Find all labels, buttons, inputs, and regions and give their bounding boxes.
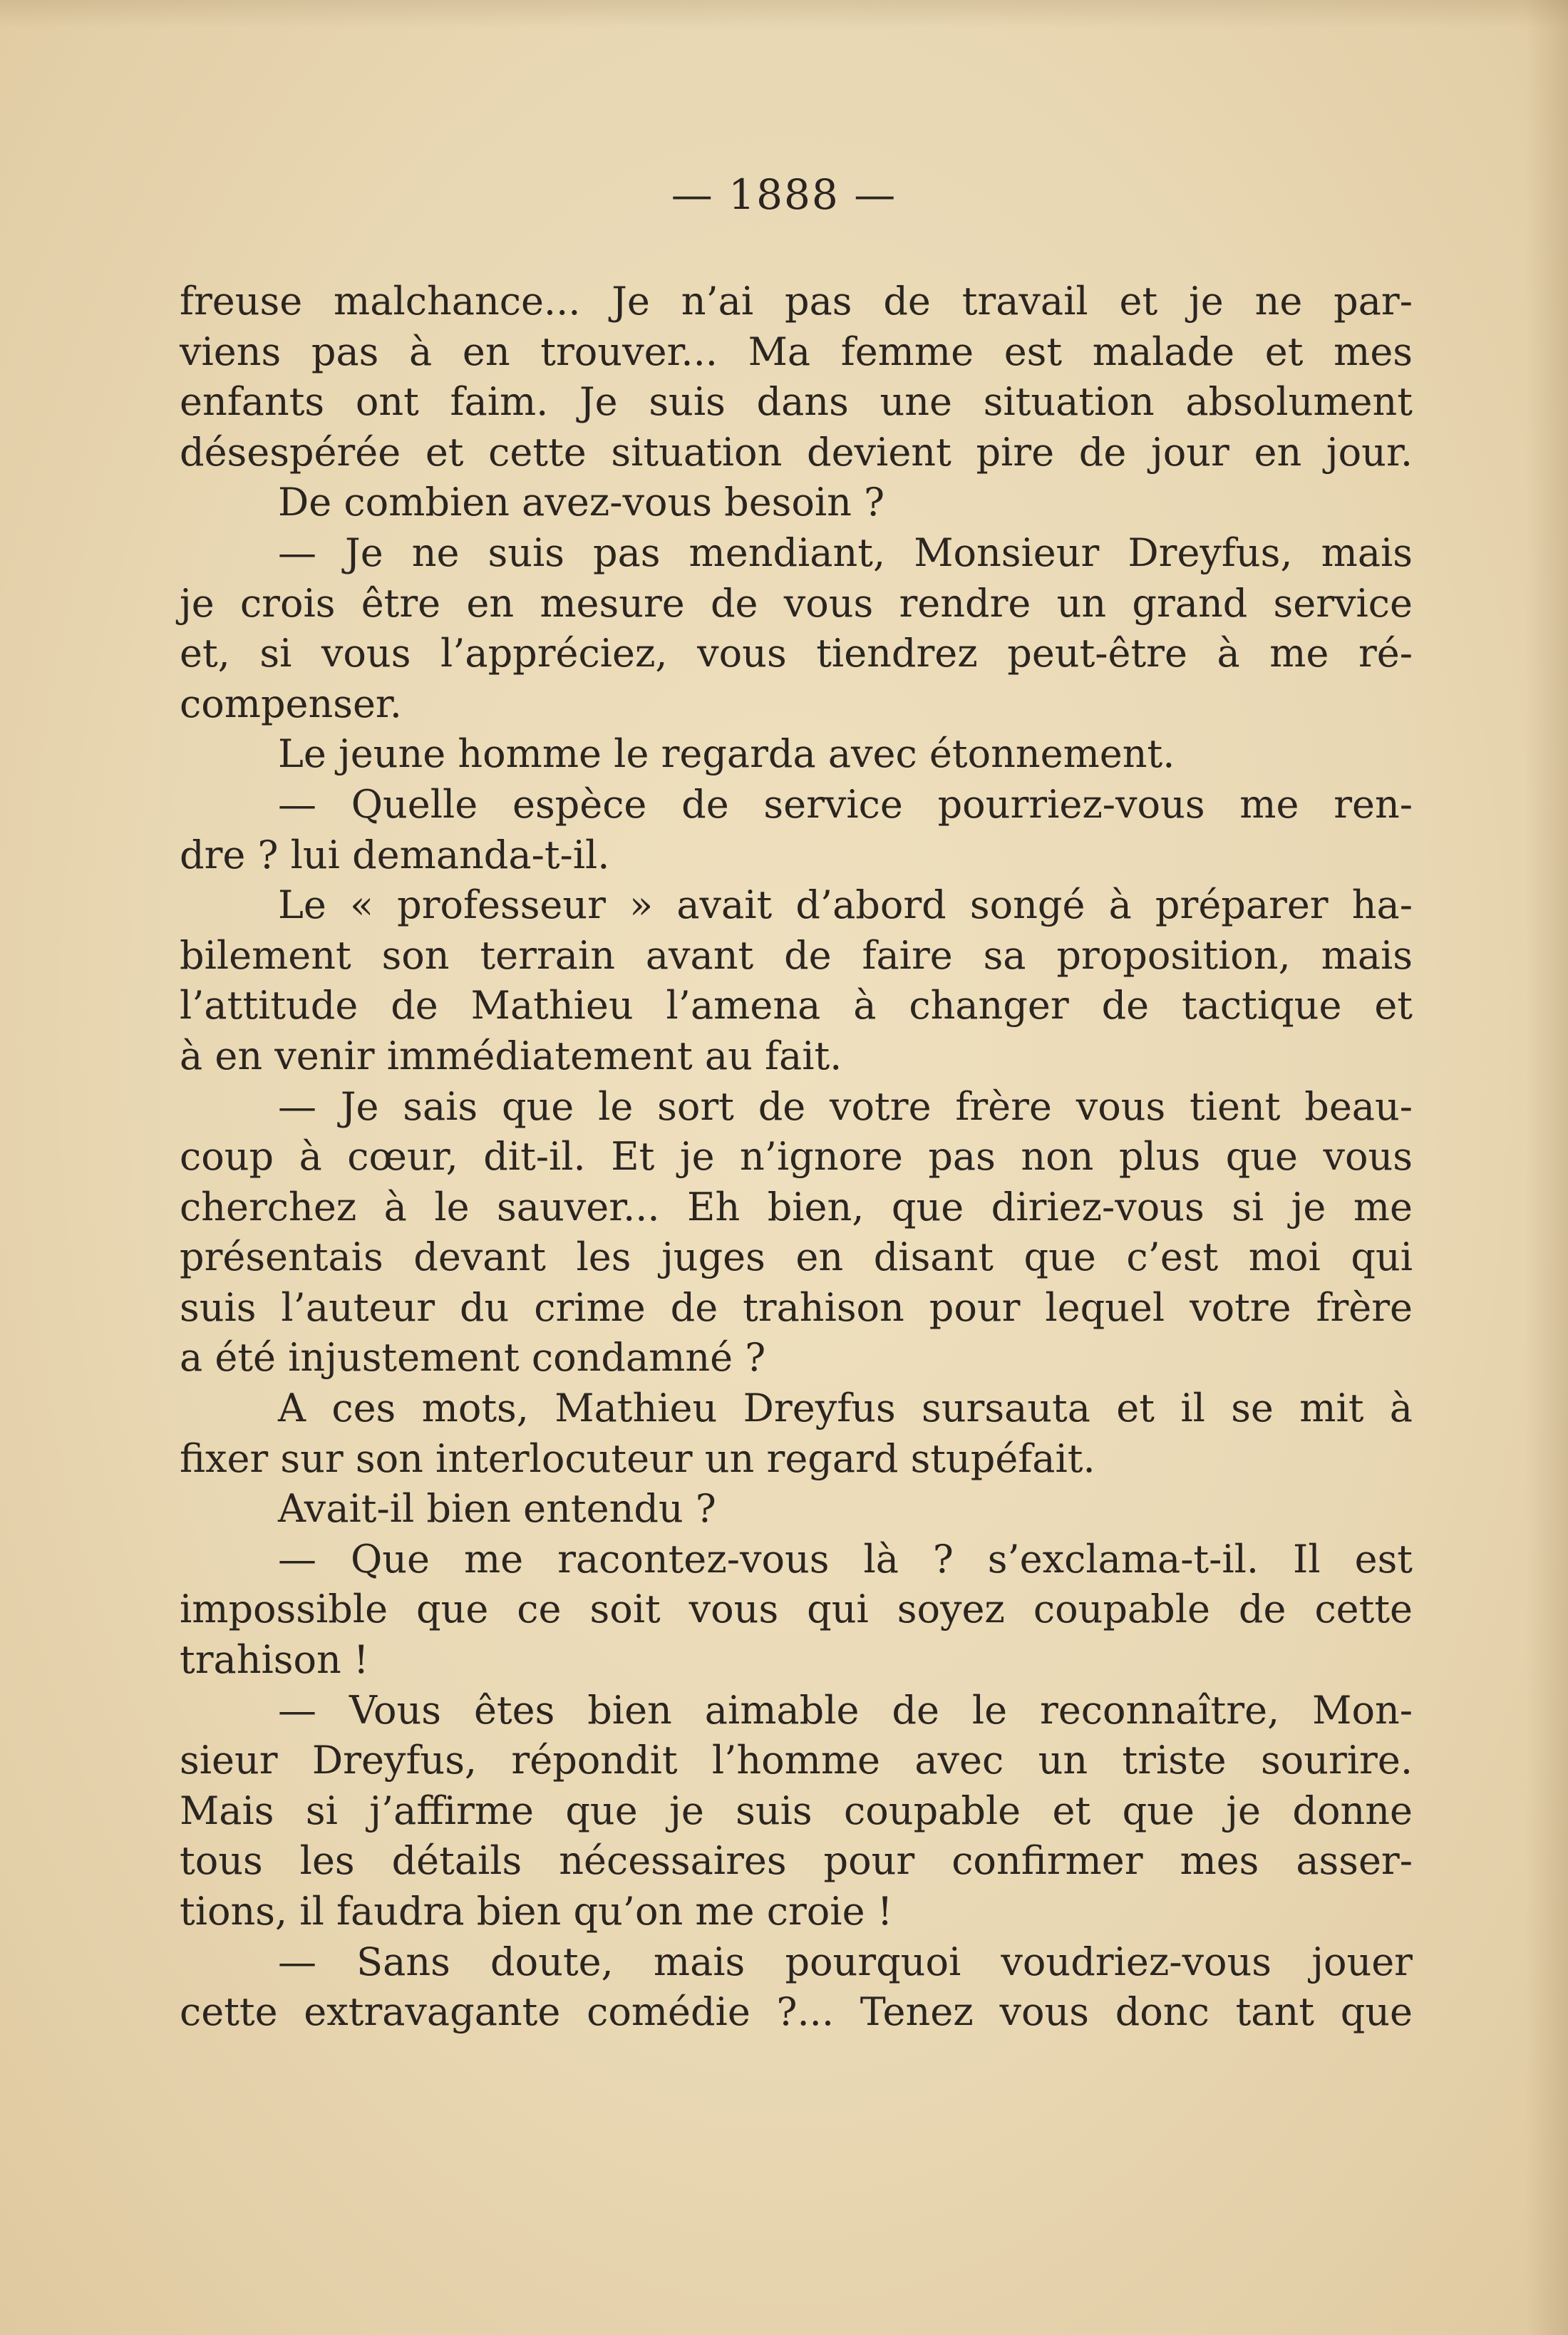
text-line: De combien avez-vous besoin ? (278, 480, 885, 525)
text-line: l’attitude de Mathieu l’amena à changer de tactique et (180, 983, 1413, 1029)
text-line: — Je ne suis pas mendiant, Monsieur Dreyfus, mais (278, 530, 1413, 575)
text-line: A ces mots, Mathieu Dreyfus sursauta et il se mit à (278, 1386, 1413, 1431)
text-line: enfants ont faim. Je suis dans une situation absolument (180, 379, 1413, 425)
text-line: impossible que ce soit vous qui soyez coupable de cette (180, 1587, 1413, 1632)
text-line: désespérée et cette situation devient pire de jour en jour. (180, 429, 1413, 475)
text-line: compenser. (180, 681, 402, 726)
text-line: — Je sais que le sort de votre frère vous tient beau- (278, 1083, 1413, 1129)
text-line: cette extravagante comédie ?... Tenez vous donc tant que (180, 1989, 1413, 2035)
text-line: — Que me racontez-vous là ? s’exclama-t-il. Il est (278, 1536, 1413, 1582)
page-top-shading (0, 0, 1568, 29)
text-line: — Sans doute, mais pourquoi voudriez-vous jouer (278, 1939, 1413, 1984)
text-line: Mais si j’affirme que je suis coupable et que je donne (180, 1788, 1413, 1833)
text-line: Le « professeur » avait d’abord songé à préparer ha- (278, 882, 1413, 928)
text-line: tions, il faudra bien qu’on me croie ! (180, 1889, 893, 1934)
text-line: et, si vous l’appréciez, vous tiendrez peut-être à me ré- (180, 631, 1413, 676)
text-line: cherchez à le sauver... Eh bien, que diriez-vous si je me (180, 1184, 1413, 1230)
text-line: sieur Dreyfus, répondit l’homme avec un triste sourire. (180, 1738, 1413, 1783)
text-line: dre ? lui demanda-t-il. (180, 832, 610, 877)
text-line: bilement son terrain avant de faire sa proposition, mais (180, 932, 1413, 978)
text-line: — Quelle espèce de service pourriez-vous me ren- (278, 781, 1413, 827)
text-line: a été injustement condamné ? (180, 1335, 766, 1381)
text-line: trahison ! (180, 1637, 369, 1683)
text-line: Avait-il bien entendu ? (278, 1486, 716, 1532)
text-line: Le jeune homme le regarda avec étonnement. (278, 731, 1175, 777)
text-line: fixer sur son interlocuteur un regard stupéfait. (180, 1435, 1095, 1481)
page-edge-shading (1525, 0, 1568, 2335)
text-line: à en venir immédiatement au fait. (180, 1033, 842, 1078)
body-text (180, 277, 1413, 2038)
text-line: coup à cœur, dit-il. Et je n’ignore pas non plus que vous (180, 1134, 1413, 1180)
text-line: tous les détails nécessaires pour confirmer mes asser- (180, 1838, 1413, 1884)
page-number-header: — 1888 — (671, 170, 897, 219)
text-line: suis l’auteur du crime de trahison pour lequel votre frère (180, 1284, 1413, 1330)
text-line: viens pas à en trouver... Ma femme est malade et mes (180, 329, 1413, 374)
text-line: — Vous êtes bien aimable de le reconnaître, Mon- (278, 1687, 1413, 1733)
text-line: freuse malchance... Je n’ai pas de travail et je ne par- (180, 279, 1413, 324)
text-line: présentais devant les juges en disant que c’est moi qui (180, 1234, 1413, 1280)
text-line: je crois être en mesure de vous rendre un grand service (180, 580, 1413, 626)
